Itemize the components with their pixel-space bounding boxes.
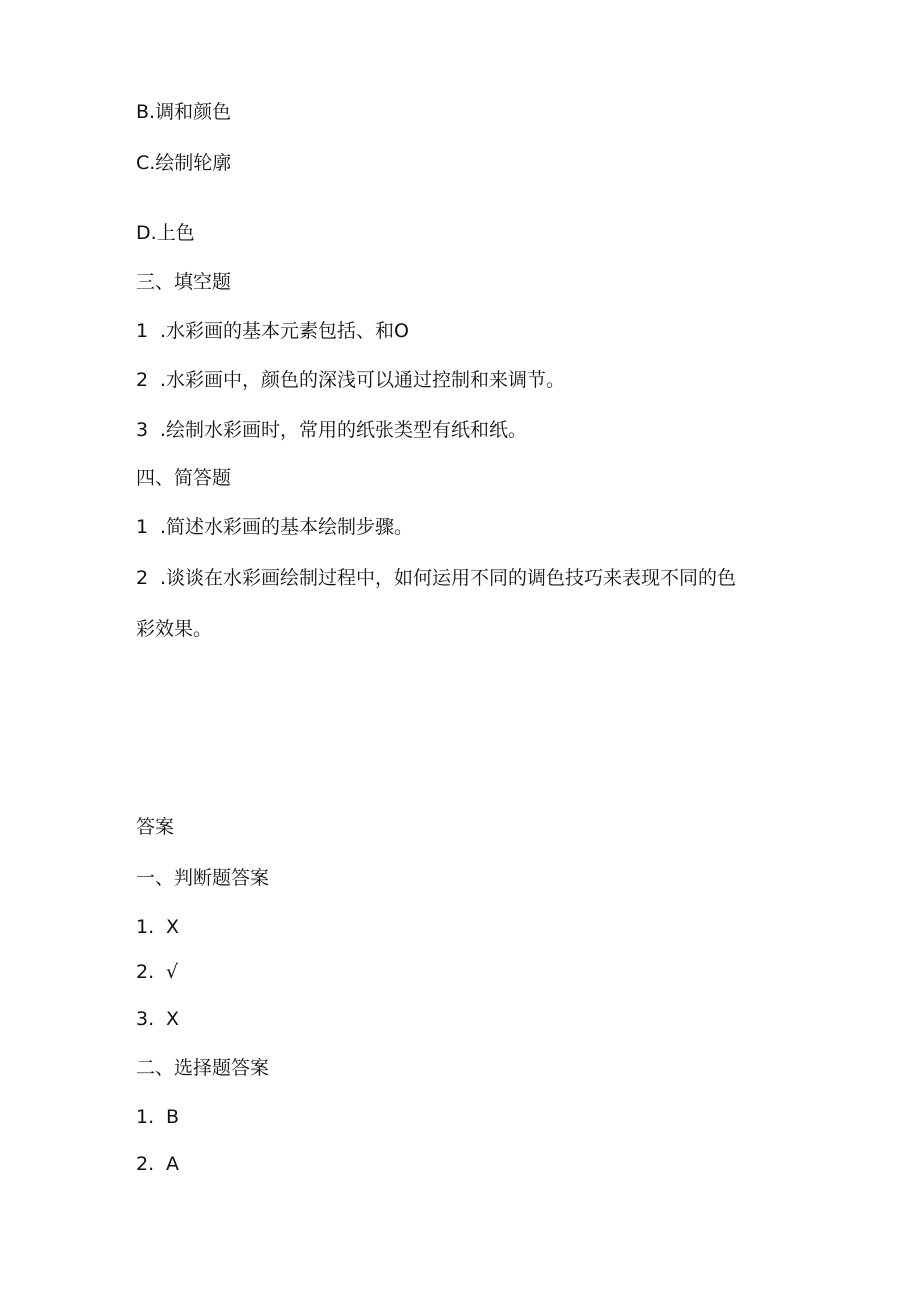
answer-value: X <box>166 1008 180 1030</box>
answer-section-true-false-title: 一、判断题答案 <box>136 867 270 889</box>
answer-number: 3. <box>136 1008 155 1030</box>
question-text: .水彩画的基本元素包括、和O <box>160 320 409 342</box>
question-text: .谈谈在水彩画绘制过程中，如何运用不同的调色技巧来表现不同的色 <box>160 567 737 589</box>
section-short-answer-title: 四、简答题 <box>136 467 232 489</box>
answer-tf-3 <box>136 1007 179 1031</box>
option-b: B.调和颜色 <box>136 101 232 123</box>
fill-question-1 <box>136 319 409 343</box>
answer-value: √ <box>166 961 179 983</box>
answer-number: 1. <box>136 916 155 938</box>
short-question-1 <box>136 515 413 539</box>
answer-number: 2. <box>136 961 155 983</box>
option-d: D.上色 <box>136 222 195 244</box>
answer-value: B <box>166 1106 180 1128</box>
answer-number: 1. <box>136 1106 155 1128</box>
answer-section-choice-title: 二、选择题答案 <box>136 1057 270 1079</box>
option-c: C.绘制轮廓 <box>136 152 232 174</box>
question-number: 2 <box>136 567 149 589</box>
question-number: 2 <box>136 369 149 391</box>
answer-value: A <box>166 1153 179 1175</box>
question-text: .简述水彩画的基本绘制步骤。 <box>160 516 414 538</box>
fill-question-2 <box>136 368 565 392</box>
answer-tf-1 <box>136 915 179 939</box>
answer-choice-2 <box>136 1152 179 1176</box>
answer-choice-1 <box>136 1105 179 1129</box>
answer-tf-2 <box>136 960 178 984</box>
section-fill-blank-title: 三、填空题 <box>136 271 232 293</box>
answer-value: X <box>166 916 180 938</box>
answers-title: 答案 <box>136 816 175 838</box>
answer-number: 2. <box>136 1153 155 1175</box>
short-question-2 <box>136 566 736 590</box>
short-question-2-continued: 彩效果。 <box>136 618 213 640</box>
question-text: .绘制水彩画时，常用的纸张类型有纸和纸。 <box>160 419 528 441</box>
question-text: .水彩画中，颜色的深浅可以通过控制和来调节。 <box>160 369 566 391</box>
question-number: 3 <box>136 419 149 441</box>
question-number: 1 <box>136 320 149 342</box>
question-number: 1 <box>136 516 149 538</box>
fill-question-3 <box>136 418 527 442</box>
